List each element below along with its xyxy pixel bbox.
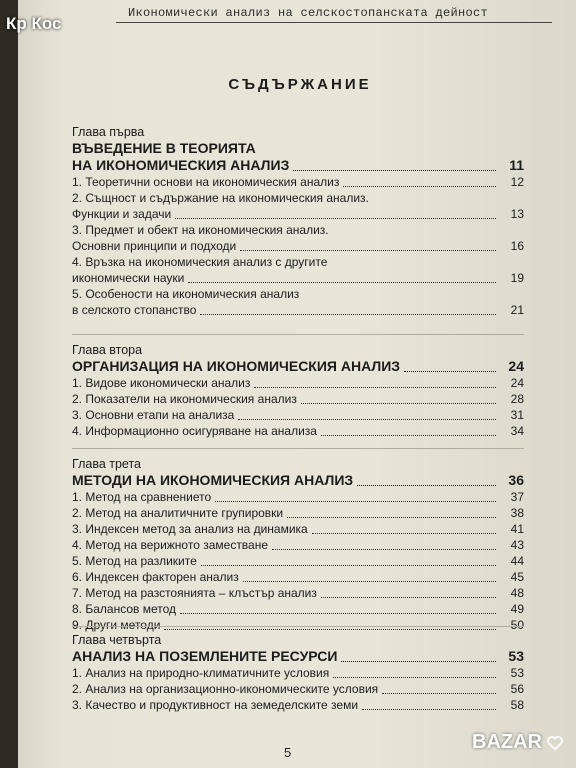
page-ref: 34	[510, 424, 524, 438]
page-ref: 53	[508, 648, 524, 664]
dot-leader	[341, 661, 496, 662]
dot-leader	[188, 282, 496, 283]
dot-leader	[180, 613, 496, 614]
toc-entry[interactable]	[72, 601, 524, 617]
dot-leader	[333, 677, 496, 678]
toc-entry[interactable]	[72, 391, 524, 407]
chapter-title: АНАЛИЗ НА ПОЗЕМЛЕНИТЕ РЕСУРСИ	[72, 648, 338, 664]
entry-text: 2. Показатели на икономическия анализ	[72, 392, 297, 406]
entry-text: 7. Метод на разстоянията – клъстър анализ	[72, 586, 317, 600]
page-ref: 37	[510, 490, 524, 504]
dot-leader	[321, 435, 496, 436]
entry-text: 2. Същност и съдържание на икономическия анализ.	[72, 191, 369, 205]
dot-leader	[200, 314, 496, 315]
page-ref: 44	[510, 554, 524, 568]
toc-entry[interactable]	[72, 489, 524, 505]
toc-entry[interactable]	[72, 537, 524, 553]
toc-entry[interactable]	[72, 423, 524, 439]
dot-leader	[382, 693, 496, 694]
baz-logo	[472, 731, 564, 754]
toc-entry[interactable]	[72, 375, 524, 391]
dot-leader	[272, 549, 496, 550]
dot-leader	[362, 709, 496, 710]
chapter-title: ВЪВЕДЕНИЕ В ТЕОРИЯТА	[72, 140, 256, 156]
entry-text: 5. Особености на икономическия анализ	[72, 287, 300, 301]
dot-leader	[254, 387, 496, 388]
chapter-1	[72, 124, 524, 318]
dot-leader	[201, 565, 496, 566]
page-ref: 19	[510, 271, 524, 285]
page-number: 5	[284, 745, 292, 760]
dot-leader	[243, 581, 496, 582]
page-ref: 28	[510, 392, 524, 406]
page-ref: 43	[510, 538, 524, 552]
page-ref: 38	[510, 506, 524, 520]
entry-text: Функции и задачи	[72, 207, 172, 221]
toc-entry[interactable]	[72, 505, 524, 521]
entry-text: 9. Други методи	[72, 618, 161, 632]
entry-text: 3. Индексен метод за анализ на динамика	[72, 522, 308, 536]
entry-text: Основни принципи и подходи	[72, 239, 237, 253]
page-ref: 41	[510, 522, 524, 536]
section-divider	[72, 448, 524, 449]
running-head: Икономически анализ на селскостопанската дейност	[128, 6, 489, 20]
toc-entry[interactable]	[72, 302, 524, 318]
entry-text: 4. Информационно осигуряване на анализа	[72, 424, 317, 438]
chapter-title: МЕТОДИ НА ИКОНОМИЧЕСКИЯ АНАЛИЗ	[72, 472, 354, 488]
entry-text: 5. Метод на разликите	[72, 554, 197, 568]
entry-text: 2. Анализ на организационно-икономическите условия	[72, 682, 379, 696]
dot-leader	[164, 629, 496, 630]
entry-text: 3. Основни етапи на анализа	[72, 408, 235, 422]
page-ref: 24	[510, 376, 524, 390]
chapter-label: Глава втора	[72, 343, 143, 357]
baz-logo-text: BAZAR	[472, 731, 542, 753]
toc-title: СЪДЪРЖАНИЕ	[228, 76, 372, 93]
section-divider	[72, 626, 524, 627]
toc-entry[interactable]	[72, 521, 524, 537]
page-ref: 13	[510, 207, 524, 221]
entry-text: 1. Анализ на природно-климатичните условия	[72, 666, 330, 680]
page-ref: 24	[508, 358, 524, 374]
dot-leader	[312, 533, 496, 534]
dot-leader	[293, 170, 496, 171]
entry-text: икономически науки	[72, 271, 185, 285]
dot-leader	[240, 250, 496, 251]
section-divider	[72, 334, 524, 335]
dot-leader	[301, 403, 496, 404]
toc-entry[interactable]	[72, 617, 524, 633]
page-ref: 12	[510, 175, 524, 189]
page-ref: 16	[510, 239, 524, 253]
toc-entry[interactable]	[72, 238, 524, 254]
page-ref: 31	[510, 408, 524, 422]
page-ref: 36	[508, 472, 524, 488]
toc-entry[interactable]	[72, 174, 524, 190]
chapter-label: Глава четвърта	[72, 633, 162, 647]
chapter-title: НА ИКОНОМИЧЕСКИЯ АНАЛИЗ	[72, 157, 290, 173]
toc-entry[interactable]	[72, 569, 524, 585]
page-ref: 53	[510, 666, 524, 680]
toc-entry[interactable]	[72, 585, 524, 601]
chapter-3	[72, 456, 524, 633]
toc-entry[interactable]	[72, 407, 524, 423]
dot-leader	[287, 517, 496, 518]
chapter-title-row[interactable]	[72, 648, 524, 665]
chapter-label: Глава първа	[72, 125, 145, 139]
page-ref: 49	[510, 602, 524, 616]
dot-leader	[357, 485, 496, 486]
chapter-title-row[interactable]	[72, 472, 524, 489]
entry-text: 1. Видове икономически анализ	[72, 376, 251, 390]
page-ref: 45	[510, 570, 524, 584]
entry-text: 4. Метод на верижното заместване	[72, 538, 269, 552]
page-ref: 56	[510, 682, 524, 696]
toc-entry[interactable]	[72, 270, 524, 286]
chapter-title-row[interactable]	[72, 157, 524, 174]
chapter-title: ОРГАНИЗАЦИЯ НА ИКОНОМИЧЕСКИЯ АНАЛИЗ	[72, 358, 401, 374]
running-head-rule	[116, 22, 552, 23]
dot-leader	[238, 419, 496, 420]
chapter-label: Глава трета	[72, 457, 141, 471]
entry-text: 1. Теоретични основи на икономическия анализ	[72, 175, 340, 189]
page-ref: 21	[510, 303, 524, 317]
page-ref: 48	[510, 586, 524, 600]
entry-text: 2. Метод на аналитичните групировки	[72, 506, 284, 520]
page-ref: 58	[510, 698, 524, 712]
page-ref: 50	[510, 618, 524, 632]
watermark-text: Кр Кос	[6, 14, 62, 33]
entry-text: 3. Качество и продуктивност на земеделските земи	[72, 698, 359, 712]
heart-icon	[546, 734, 564, 752]
page-ref: 11	[509, 157, 524, 173]
toc-entry[interactable]	[72, 665, 524, 681]
entry-text: в селското стопанство	[72, 303, 197, 317]
dot-leader	[343, 186, 496, 187]
entry-text: 1. Метод на сравнението	[72, 490, 212, 504]
chapter-4	[72, 632, 524, 713]
entry-text: 8. Балансов метод	[72, 602, 177, 616]
dot-leader	[404, 371, 496, 372]
toc-entry[interactable]	[72, 206, 524, 222]
dot-leader	[175, 218, 496, 219]
chapter-2	[72, 342, 524, 439]
toc-entry[interactable]	[72, 553, 524, 569]
toc-entry[interactable]	[72, 681, 524, 697]
entry-text: 4. Връзка на икономическия анализ с другите	[72, 255, 328, 269]
toc-entry[interactable]	[72, 697, 524, 713]
entry-text: 6. Индексен факторен анализ	[72, 570, 239, 584]
dot-leader	[321, 597, 496, 598]
dot-leader	[215, 501, 496, 502]
chapter-title-row[interactable]	[72, 358, 524, 375]
entry-text: 3. Предмет и обект на икономическия анализ.	[72, 223, 329, 237]
